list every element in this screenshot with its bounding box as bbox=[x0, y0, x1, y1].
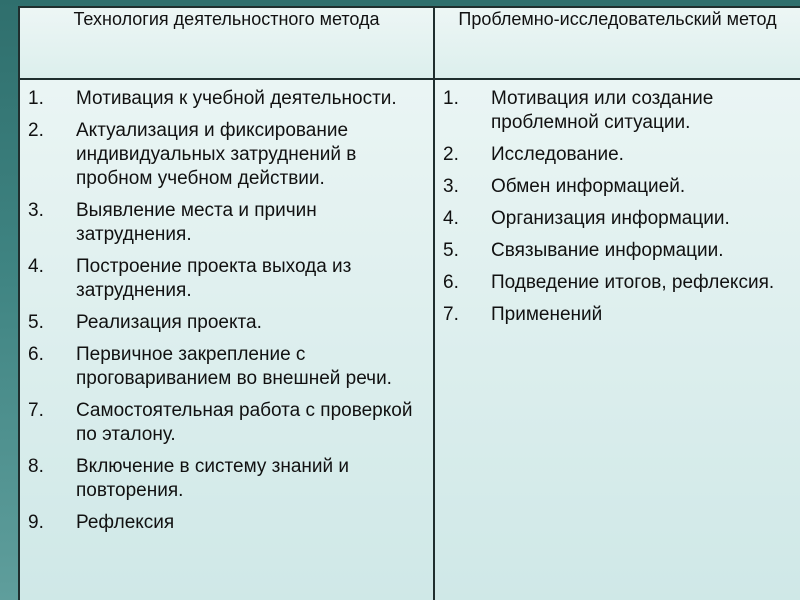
problem-research-method-steps bbox=[435, 80, 800, 327]
item-text: Рефлексия bbox=[76, 512, 175, 533]
header-activity-method: Технология деятельностного метода bbox=[19, 7, 434, 79]
list-item bbox=[28, 343, 425, 391]
activity-method-steps bbox=[20, 80, 433, 535]
item-text: Выявление места и причин затруднения. bbox=[76, 200, 317, 245]
item-number: 1. bbox=[443, 88, 459, 109]
list-item bbox=[443, 207, 792, 231]
list-item bbox=[28, 311, 425, 335]
list-item bbox=[28, 199, 425, 247]
item-number: 5. bbox=[28, 312, 44, 333]
item-number: 4. bbox=[443, 208, 459, 229]
item-number: 9. bbox=[28, 512, 44, 533]
item-text: Организация информации. bbox=[491, 208, 730, 229]
header-problem-research-method: Проблемно-исследовательский метод bbox=[434, 7, 800, 79]
item-number: 2. bbox=[28, 120, 44, 141]
item-number: 2. bbox=[443, 144, 459, 165]
item-text: Обмен информацией. bbox=[491, 176, 686, 197]
list-item bbox=[28, 255, 425, 303]
item-number: 3. bbox=[443, 176, 459, 197]
list-item bbox=[28, 455, 425, 503]
item-text: Актуализация и фиксирование индивидуальных затруднений в пробном учебном действии. bbox=[76, 120, 357, 189]
list-item bbox=[443, 303, 792, 327]
list-item bbox=[28, 511, 425, 535]
header-row bbox=[19, 7, 800, 79]
list-item bbox=[443, 87, 792, 135]
item-number: 7. bbox=[443, 304, 459, 325]
content-row bbox=[19, 79, 800, 600]
item-text: Включение в систему знаний и повторения. bbox=[76, 456, 350, 501]
item-number: 3. bbox=[28, 200, 44, 221]
list-item bbox=[443, 143, 792, 167]
item-number: 5. bbox=[443, 240, 459, 261]
item-number: 8. bbox=[28, 456, 44, 477]
item-text: Исследование. bbox=[491, 144, 624, 165]
list-item bbox=[443, 239, 792, 263]
activity-method-cell bbox=[19, 79, 434, 600]
item-number: 4. bbox=[28, 256, 44, 277]
item-text: Применений bbox=[491, 304, 603, 325]
list-item bbox=[28, 119, 425, 191]
list-item bbox=[443, 271, 792, 295]
item-number: 6. bbox=[28, 344, 44, 365]
item-number: 1. bbox=[28, 88, 44, 109]
item-text: Мотивация или создание проблемной ситуации. bbox=[491, 88, 714, 133]
item-text: Построение проекта выхода из затруднения. bbox=[76, 256, 352, 301]
item-text: Мотивация к учебной деятельности. bbox=[76, 88, 397, 109]
item-text: Самостоятельная работа с проверкой по эталону. bbox=[76, 400, 413, 445]
problem-research-method-cell bbox=[434, 79, 800, 600]
item-text: Первичное закрепление с проговариванием во внешней речи. bbox=[76, 344, 392, 389]
item-number: 6. bbox=[443, 272, 459, 293]
list-item bbox=[28, 87, 425, 111]
list-item bbox=[28, 399, 425, 447]
item-text: Реализация проекта. bbox=[76, 312, 262, 333]
list-item bbox=[443, 175, 792, 199]
comparison-table bbox=[18, 6, 800, 600]
item-text: Связывание информации. bbox=[491, 240, 724, 261]
item-number: 7. bbox=[28, 400, 44, 421]
item-text: Подведение итогов, рефлексия. bbox=[491, 272, 775, 293]
